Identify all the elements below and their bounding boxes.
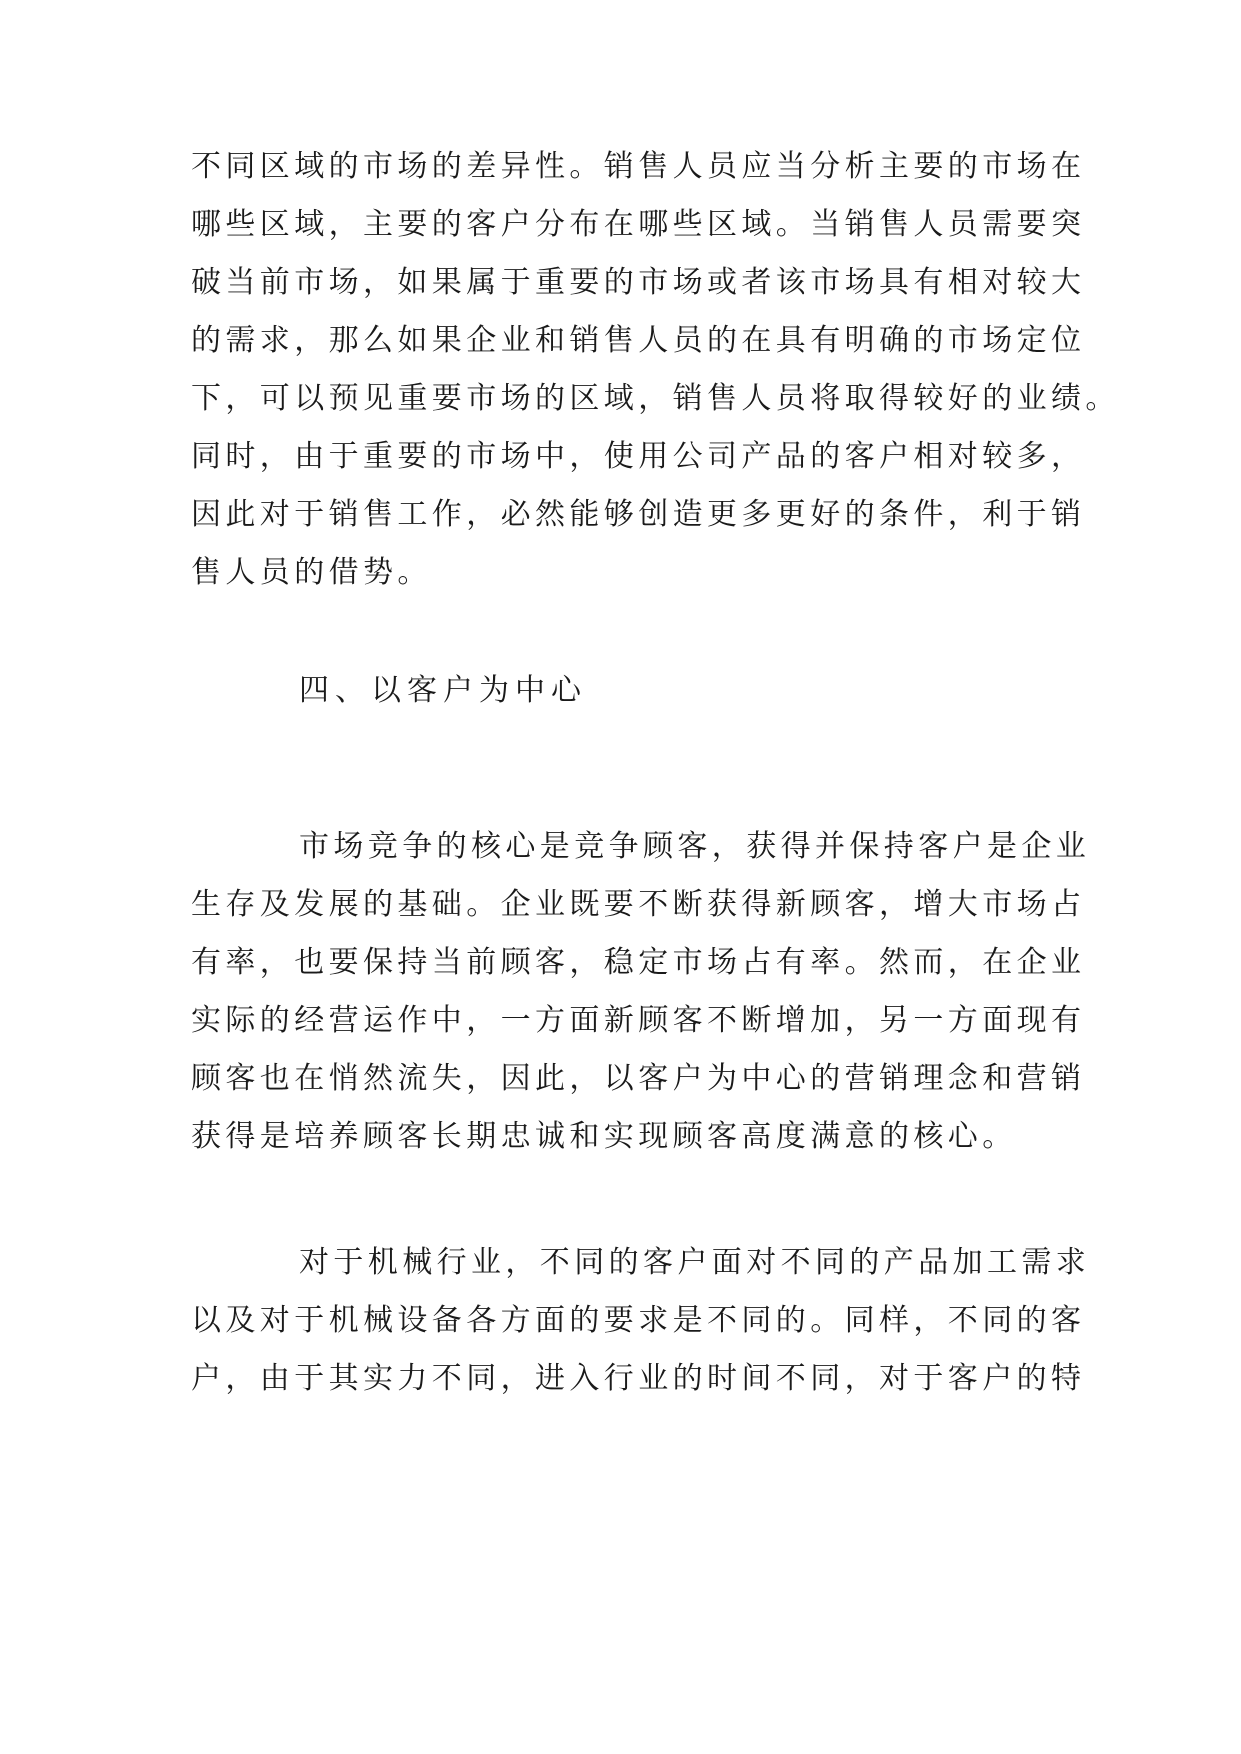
text-line: 不同区域的市场的差异性。销售人员应当分析主要的市场在 xyxy=(191,149,1086,184)
text-line: 以及对于机械设备各方面的要求是不同的。同样，不同的客 xyxy=(191,1303,1086,1338)
text-line: 售人员的借势。 xyxy=(191,555,432,590)
paragraph-customer-centric xyxy=(191,818,1091,1166)
text-line: 获得是培养顾客长期忠诚和实现顾客高度满意的核心。 xyxy=(191,1119,1017,1154)
section-heading xyxy=(191,662,1051,720)
text-line: 对于机械行业，不同的客户面对不同的产品加工需求 xyxy=(299,1245,1091,1280)
text-line: 破当前市场，如果属于重要的市场或者该市场具有相对较大 xyxy=(191,265,1086,300)
text-line: 因此对于销售工作，必然能够创造更多更好的条件，利于销 xyxy=(191,497,1086,532)
section-heading-text: 四、以客户为中心 xyxy=(299,673,587,708)
text-line: 有率，也要保持当前顾客，稳定市场占有率。然而，在企业 xyxy=(191,945,1086,980)
text-line: 实际的经营运作中，一方面新顾客不断增加，另一方面现有 xyxy=(191,1003,1086,1038)
text-line: 同时，由于重要的市场中，使用公司产品的客户相对较多， xyxy=(191,439,1086,474)
text-line: 的需求，那么如果企业和销售人员的在具有明确的市场定位 xyxy=(191,323,1086,358)
text-line: 哪些区域，主要的客户分布在哪些区域。当销售人员需要突 xyxy=(191,207,1086,242)
text-line: 下，可以预见重要市场的区域，销售人员将取得较好的业绩。 xyxy=(191,381,1120,416)
paragraph-machinery-industry xyxy=(191,1234,1091,1408)
text-line: 户，由于其实力不同，进入行业的时间不同，对于客户的特 xyxy=(191,1361,1086,1396)
text-line: 生存及发展的基础。企业既要不断获得新顾客，增大市场占 xyxy=(191,887,1086,922)
text-line: 市场竞争的核心是竞争顾客，获得并保持客户是企业 xyxy=(299,829,1091,864)
paragraph-regional-market xyxy=(191,138,1120,602)
text-line: 顾客也在悄然流失，因此，以客户为中心的营销理念和营销 xyxy=(191,1061,1086,1096)
